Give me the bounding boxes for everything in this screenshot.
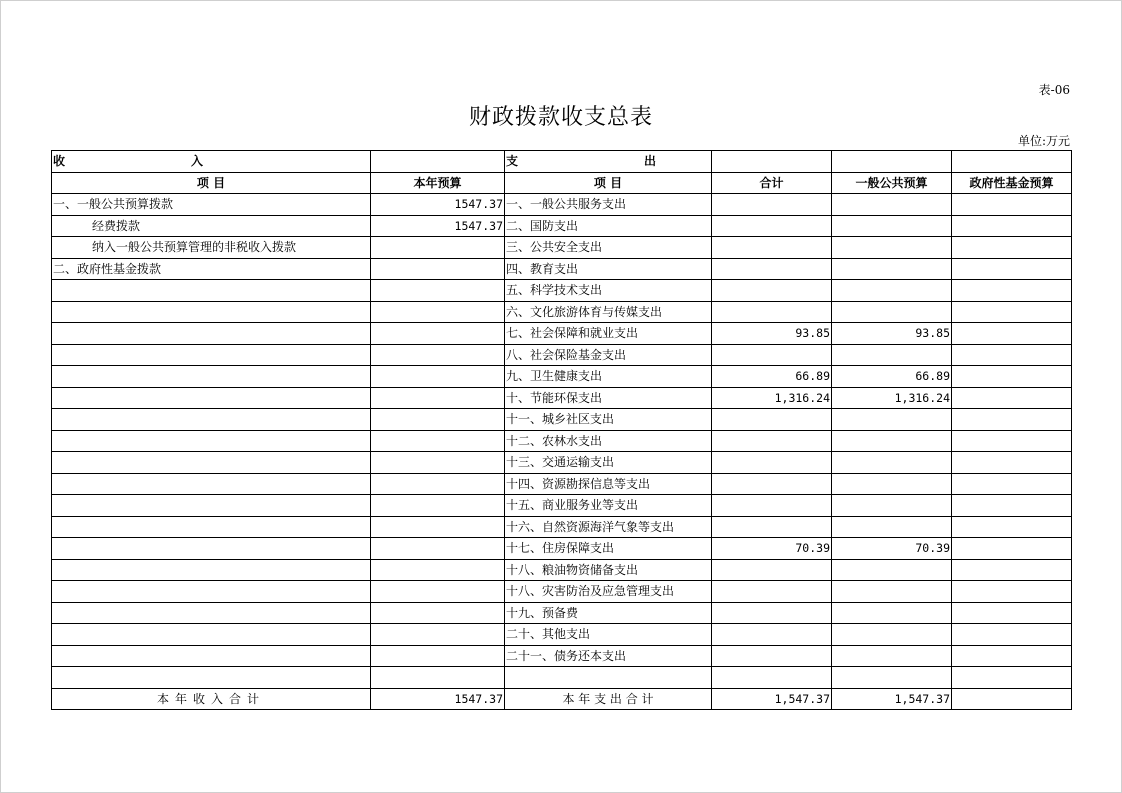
expense-total-cell — [712, 430, 832, 452]
col-header-general: 一般公共预算 — [832, 172, 952, 194]
table-row — [52, 452, 1072, 474]
header-blank — [832, 151, 952, 173]
expense-general-cell: 93.85 — [832, 323, 952, 345]
expense-fund-cell — [952, 280, 1072, 302]
expense-general-cell — [832, 258, 952, 280]
expense-item-cell: 十八、粮油物资储备支出 — [505, 559, 712, 581]
expense-fund-cell — [952, 215, 1072, 237]
expense-item-cell: 十一、城乡社区支出 — [505, 409, 712, 431]
expense-general-cell — [832, 280, 952, 302]
col-header-total: 合计 — [712, 172, 832, 194]
expense-item-cell: 三、公共安全支出 — [505, 237, 712, 259]
expense-total-cell — [712, 602, 832, 624]
expense-total-cell — [712, 624, 832, 646]
table-row — [52, 581, 1072, 603]
col-header-budget: 本年预算 — [371, 172, 505, 194]
table-row — [52, 602, 1072, 624]
expense-item-cell: 九、卫生健康支出 — [505, 366, 712, 388]
expense-total-cell: 93.85 — [712, 323, 832, 345]
expense-total-cell — [712, 559, 832, 581]
expense-total-cell: 70.39 — [712, 538, 832, 560]
expense-item-cell: 十、节能环保支出 — [505, 387, 712, 409]
expense-fund-cell — [952, 473, 1072, 495]
expense-total-cell — [712, 581, 832, 603]
expense-item-cell: 一、一般公共服务支出 — [505, 194, 712, 216]
income-value-cell — [371, 473, 505, 495]
income-item-cell — [52, 602, 371, 624]
expense-fund-cell — [952, 645, 1072, 667]
expense-general-cell — [832, 667, 952, 689]
expense-fund-cell — [952, 409, 1072, 431]
income-item-cell — [52, 387, 371, 409]
income-item-cell — [52, 559, 371, 581]
expense-fund-sum — [952, 688, 1072, 710]
expense-item-cell: 四、教育支出 — [505, 258, 712, 280]
expense-fund-cell — [952, 516, 1072, 538]
income-item-cell — [52, 473, 371, 495]
table-row — [52, 473, 1072, 495]
expense-total-cell — [712, 258, 832, 280]
expense-item-cell: 六、文化旅游体育与传媒支出 — [505, 301, 712, 323]
expense-general-cell: 66.89 — [832, 366, 952, 388]
table-row — [52, 301, 1072, 323]
table-row — [52, 323, 1072, 345]
expense-general-cell — [832, 516, 952, 538]
income-value-cell — [371, 323, 505, 345]
income-value-cell — [371, 581, 505, 603]
income-value-cell — [371, 344, 505, 366]
income-header-r: 入 — [190, 154, 203, 169]
expense-total-cell — [712, 645, 832, 667]
expense-total-cell — [712, 344, 832, 366]
income-item-cell — [52, 301, 371, 323]
income-value-cell — [371, 624, 505, 646]
income-item-cell: 二、政府性基金拨款 — [52, 258, 371, 280]
income-value-cell — [371, 602, 505, 624]
expense-item-cell: 十六、自然资源海洋气象等支出 — [505, 516, 712, 538]
header-row-columns — [52, 172, 1072, 194]
expense-general-cell: 1,316.24 — [832, 387, 952, 409]
income-item-cell — [52, 430, 371, 452]
table-row — [52, 430, 1072, 452]
table-row — [52, 194, 1072, 216]
expense-fund-cell — [952, 366, 1072, 388]
col-header-item: 项 目 — [52, 172, 371, 194]
income-item-cell — [52, 624, 371, 646]
income-total-label: 本年收入合计 — [52, 688, 371, 710]
income-value-cell — [371, 667, 505, 689]
income-item-cell: 一、一般公共预算拨款 — [52, 194, 371, 216]
expense-item-cell: 八、社会保险基金支出 — [505, 344, 712, 366]
table-row — [52, 645, 1072, 667]
expense-total-cell — [712, 194, 832, 216]
unit-label: 单位:万元 — [1017, 134, 1070, 148]
income-value-cell — [371, 495, 505, 517]
income-value-cell — [371, 366, 505, 388]
budget-table — [51, 150, 1072, 710]
table-row — [52, 538, 1072, 560]
expense-general-cell — [832, 301, 952, 323]
income-item-cell — [52, 409, 371, 431]
expense-fund-cell — [952, 344, 1072, 366]
expense-general-cell: 70.39 — [832, 538, 952, 560]
expense-general-cell — [832, 473, 952, 495]
expense-general-cell — [832, 194, 952, 216]
table-row — [52, 495, 1072, 517]
income-value-cell — [371, 516, 505, 538]
expense-item-cell — [505, 667, 712, 689]
page-title: 财政拨款收支总表 — [468, 105, 653, 130]
expense-fund-cell — [952, 559, 1072, 581]
table-number: 表-06 — [1038, 83, 1070, 97]
expense-fund-cell — [952, 667, 1072, 689]
income-item-cell — [52, 667, 371, 689]
expense-general-sum: 1,547.37 — [832, 688, 952, 710]
income-total-value: 1547.37 — [371, 688, 505, 710]
expense-item-cell: 十五、商业服务业等支出 — [505, 495, 712, 517]
income-value-cell — [371, 430, 505, 452]
expense-total-cell — [712, 301, 832, 323]
income-item-cell: 纳入一般公共预算管理的非税收入拨款 — [52, 237, 371, 259]
expense-general-cell — [832, 215, 952, 237]
header-blank — [952, 151, 1072, 173]
income-item-cell — [52, 452, 371, 474]
expense-fund-cell — [952, 495, 1072, 517]
header-blank — [712, 151, 832, 173]
expense-fund-cell — [952, 430, 1072, 452]
income-value-cell — [371, 645, 505, 667]
expense-total-cell: 66.89 — [712, 366, 832, 388]
expense-general-cell — [832, 237, 952, 259]
expense-total-cell — [712, 237, 832, 259]
income-value-cell — [371, 387, 505, 409]
expense-header-r: 出 — [643, 154, 656, 169]
table-row — [52, 344, 1072, 366]
expense-item-cell: 十三、交通运输支出 — [505, 452, 712, 474]
expense-fund-cell — [952, 301, 1072, 323]
income-item-cell — [52, 344, 371, 366]
expense-item-cell: 十九、预备费 — [505, 602, 712, 624]
expense-header — [505, 151, 712, 173]
expense-total-cell — [712, 516, 832, 538]
col-header-fund: 政府性基金预算 — [952, 172, 1072, 194]
expense-total-cell — [712, 473, 832, 495]
expense-item-cell: 十二、农林水支出 — [505, 430, 712, 452]
expense-item-cell: 十七、住房保障支出 — [505, 538, 712, 560]
income-item-cell — [52, 495, 371, 517]
header-blank — [371, 151, 505, 173]
table-row — [52, 215, 1072, 237]
expense-item-cell: 二十一、债务还本支出 — [505, 645, 712, 667]
expense-total-cell — [712, 409, 832, 431]
table-row — [52, 366, 1072, 388]
expense-fund-cell — [952, 581, 1072, 603]
expense-general-cell — [832, 559, 952, 581]
income-item-cell — [52, 366, 371, 388]
header-row-main — [52, 151, 1072, 173]
income-value-cell — [371, 538, 505, 560]
expense-general-cell — [832, 495, 952, 517]
expense-item-cell: 二十、其他支出 — [505, 624, 712, 646]
expense-total-cell — [712, 667, 832, 689]
table-row — [52, 667, 1072, 689]
income-value-cell — [371, 559, 505, 581]
col-header-item2: 项 目 — [505, 172, 712, 194]
expense-total-cell — [712, 452, 832, 474]
expense-general-cell — [832, 344, 952, 366]
expense-fund-cell — [952, 323, 1072, 345]
expense-header-l: 支 — [506, 154, 519, 169]
income-value-cell — [371, 280, 505, 302]
income-header — [52, 151, 371, 173]
expense-item-cell: 七、社会保障和就业支出 — [505, 323, 712, 345]
expense-fund-cell — [952, 387, 1072, 409]
income-item-cell: 经费拨款 — [52, 215, 371, 237]
income-item-cell — [52, 323, 371, 345]
expense-fund-cell — [952, 258, 1072, 280]
expense-general-cell — [832, 624, 952, 646]
income-item-cell — [52, 581, 371, 603]
expense-fund-cell — [952, 194, 1072, 216]
expense-fund-cell — [952, 452, 1072, 474]
income-header-l: 收 — [53, 154, 66, 169]
expense-total-cell — [712, 215, 832, 237]
totals-row — [52, 688, 1072, 710]
expense-fund-cell — [952, 237, 1072, 259]
expense-general-cell — [832, 409, 952, 431]
table-row — [52, 258, 1072, 280]
table-row — [52, 516, 1072, 538]
expense-item-cell: 五、科学技术支出 — [505, 280, 712, 302]
expense-total-label: 本 年 支 出 合 计 — [505, 688, 712, 710]
income-value-cell: 1547.37 — [371, 215, 505, 237]
income-value-cell — [371, 301, 505, 323]
income-value-cell — [371, 409, 505, 431]
expense-total-sum: 1,547.37 — [712, 688, 832, 710]
table-row — [52, 237, 1072, 259]
expense-fund-cell — [952, 602, 1072, 624]
income-value-cell — [371, 237, 505, 259]
expense-total-cell — [712, 280, 832, 302]
expense-total-cell — [712, 495, 832, 517]
expense-item-cell: 十四、资源勘探信息等支出 — [505, 473, 712, 495]
income-item-cell — [52, 538, 371, 560]
expense-general-cell — [832, 452, 952, 474]
income-item-cell — [52, 645, 371, 667]
expense-item-cell: 十八、灾害防治及应急管理支出 — [505, 581, 712, 603]
expense-item-cell: 二、国防支出 — [505, 215, 712, 237]
expense-fund-cell — [952, 538, 1072, 560]
income-item-cell — [52, 280, 371, 302]
table-row — [52, 624, 1072, 646]
expense-general-cell — [832, 430, 952, 452]
income-item-cell — [52, 516, 371, 538]
table-row — [52, 559, 1072, 581]
income-value-cell — [371, 258, 505, 280]
expense-fund-cell — [952, 624, 1072, 646]
expense-general-cell — [832, 602, 952, 624]
table-row — [52, 387, 1072, 409]
expense-total-cell: 1,316.24 — [712, 387, 832, 409]
income-value-cell — [371, 452, 505, 474]
expense-general-cell — [832, 645, 952, 667]
expense-general-cell — [832, 581, 952, 603]
table-row — [52, 409, 1072, 431]
table-row — [52, 280, 1072, 302]
income-value-cell: 1547.37 — [371, 194, 505, 216]
